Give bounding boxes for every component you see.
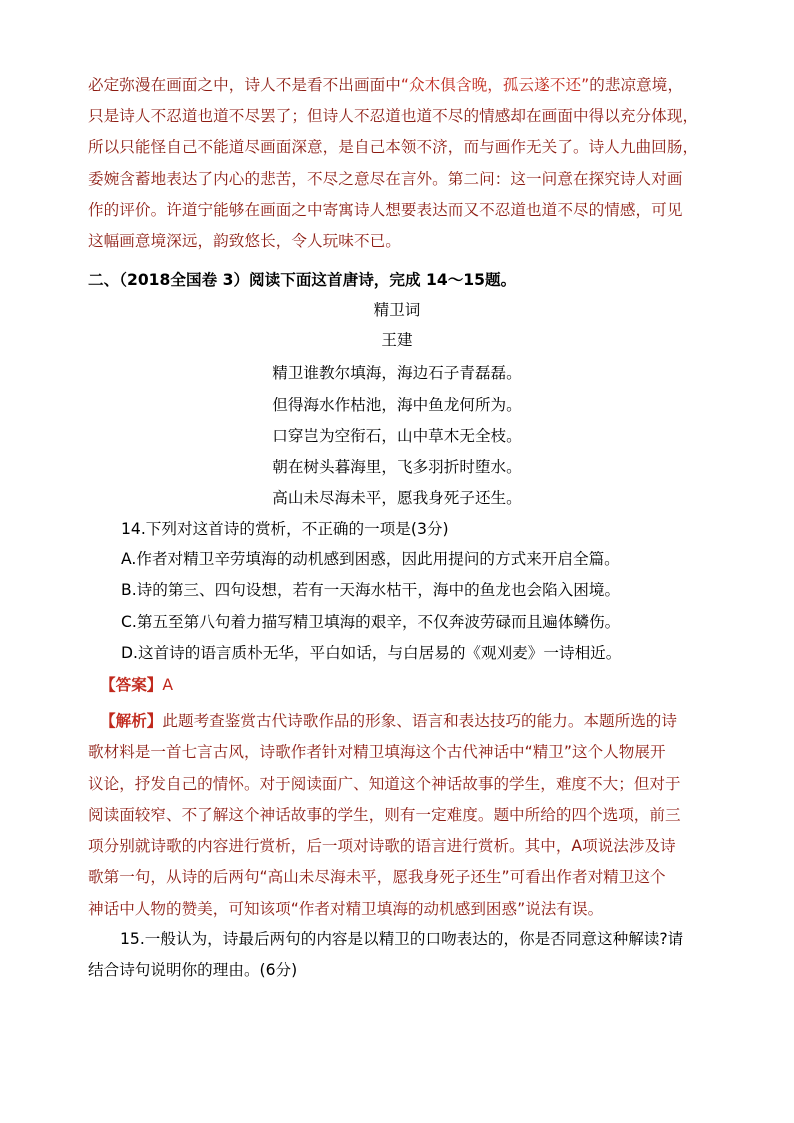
question-15-line: 结合诗句说明你的理由。(6分) bbox=[88, 961, 298, 979]
intro-line: 所以只能怪自己不能道尽画面深意，是自己本领不济，而与画作无关了。诗人九曲回肠， bbox=[88, 138, 699, 157]
analysis-line: 歌材料是一首七言古风，诗歌作者针对精卫填海这个古代神话中“精卫”这个人物展开 bbox=[88, 743, 666, 762]
question-15 bbox=[88, 924, 708, 986]
intro-quote: “众木俱含晚，孤云遂不还” bbox=[400, 76, 590, 94]
answer bbox=[100, 673, 173, 695]
poem-line: 朝在树头暮海里，飞多羽折时堕水。 bbox=[272, 458, 522, 476]
poem-author: 王建 bbox=[381, 331, 413, 349]
poem-line: 口穿岂为空衔石，山中草木无全枝。 bbox=[272, 427, 522, 445]
analysis-line bbox=[88, 706, 708, 737]
answer-label: 【答案】 bbox=[100, 676, 163, 694]
option-b: B.诗的第三、四句设想，若有一天海水枯干，海中的鱼龙也会陷入困境。 bbox=[121, 581, 621, 599]
analysis-line: 神话中人物的赞美，可知该项“作者对精卫填海的动机感到困惑”说法有误。 bbox=[88, 899, 604, 918]
analysis-text: 此题考查鉴赏古代诗歌作品的形象、语言和表达技巧的能力。本题所选的诗 bbox=[162, 712, 677, 730]
option-a: A.作者对精卫辛劳填海的动机感到困惑，因此用提问的方式来开启全篇。 bbox=[121, 550, 620, 568]
section-heading: 二、（2018全国卷 3）阅读下面这首唐诗，完成 14～15题。 bbox=[88, 271, 517, 289]
option-d: D.这首诗的语言质朴无华，平白如话，与白居易的《观刈麦》一诗相近。 bbox=[121, 644, 622, 662]
analysis bbox=[88, 706, 708, 925]
answer-value: A bbox=[162, 676, 174, 694]
intro-paragraph bbox=[88, 70, 708, 257]
intro-line: 委婉含蓄地表达了内心的悲苦，不尽之意尽在言外。第二问：这一问意在探究诗人对画 bbox=[88, 169, 683, 188]
question-14-stem: 14.下列对这首诗的赏析，不正确的一项是(3分) bbox=[121, 520, 449, 538]
intro-line bbox=[88, 70, 708, 101]
analysis-line: 议论，抒发自己的情怀。对于阅读面广、知道这个神话故事的学生，难度不大；但对于 bbox=[88, 774, 681, 793]
option-c: C.第五至第八句着力描写精卫填海的艰辛，不仅奔波劳碌而且遍体鳞伤。 bbox=[121, 613, 621, 631]
poem-line: 但得海水作枯池，海中鱼龙何所为。 bbox=[272, 396, 522, 414]
intro-line-text: 必定弥漫在画面之中，诗人不是看不出画面中 bbox=[88, 76, 401, 94]
poem-title: 精卫词 bbox=[373, 301, 421, 319]
poem-line: 精卫谁教尔填海，海边石子青磊磊。 bbox=[272, 364, 522, 382]
intro-line: 这幅画意境深远，韵致悠长，令人玩味不已。 bbox=[88, 232, 401, 251]
intro-line: 作的评价。许道宁能够在画面之中寄寓诗人想要表达而又不忍道也道不尽的情感，可见 bbox=[88, 200, 683, 219]
analysis-line: 项分别就诗歌的内容进行赏析，后一项对诗歌的语言进行赏析。其中，A项说法涉及诗 bbox=[88, 837, 676, 856]
analysis-line: 歌第一句，从诗的后两句“高山未尽海未平，愿我身死子还生”可看出作者对精卫这个 bbox=[88, 868, 666, 887]
intro-line: 只是诗人不忍道也道不尽罢了；但诗人不忍道也道不尽的情感却在画面中得以充分体现， bbox=[88, 107, 699, 126]
analysis-label: 【解析】 bbox=[100, 712, 163, 730]
analysis-line: 阅读面较窄、不了解这个神话故事的学生，则有一定难度。题中所给的四个选项，前三 bbox=[88, 805, 681, 824]
question-15-line: 15.一般认为，诗最后两句的内容是以精卫的口吻表达的，你是否同意这种解读?请 bbox=[120, 930, 684, 948]
intro-line-text: 的悲凉意境， bbox=[589, 76, 684, 94]
poem-line: 高山未尽海未平，愿我身死子还生。 bbox=[272, 489, 522, 507]
